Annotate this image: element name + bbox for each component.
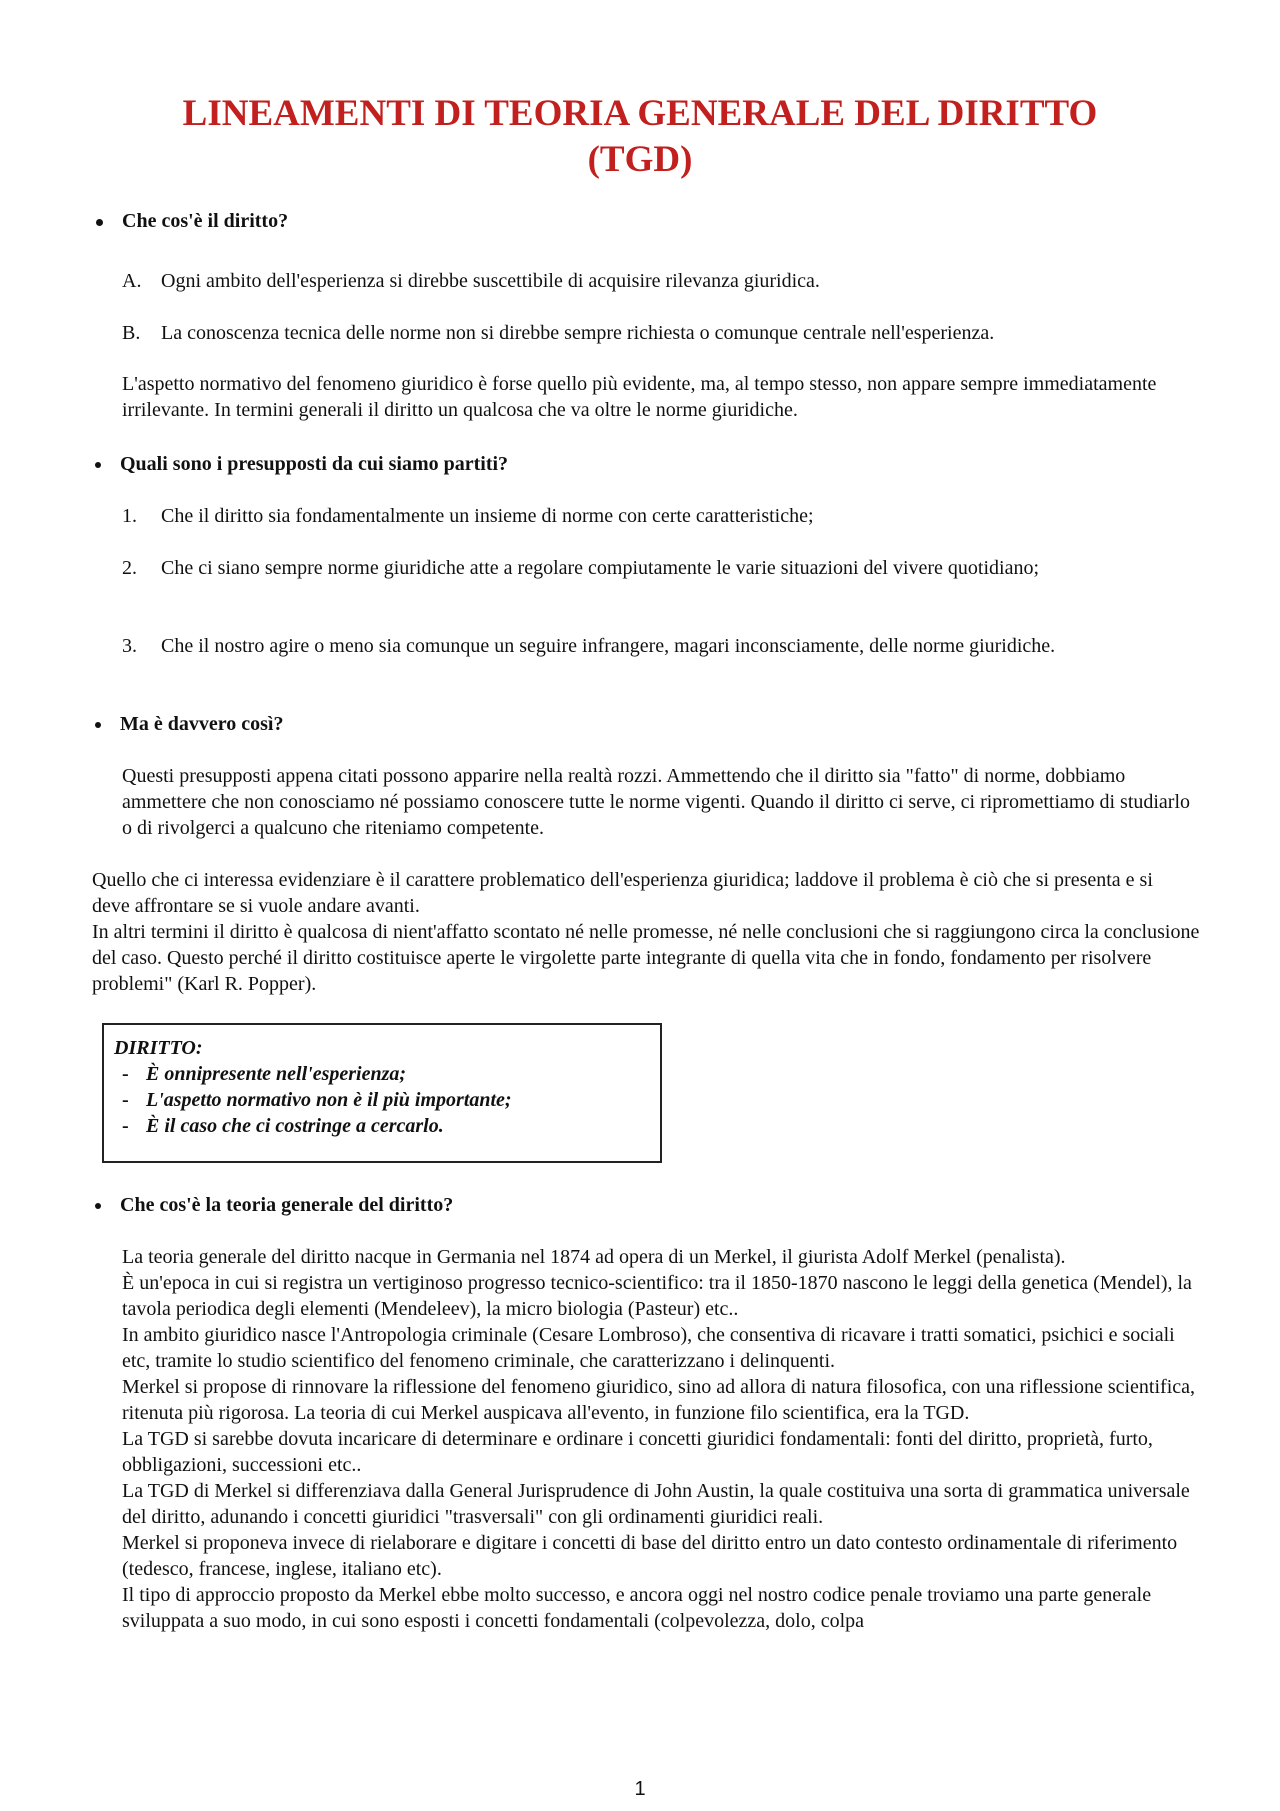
summary-box [102,1023,662,1163]
dash-marker: - [122,1115,129,1137]
paragraph: L'aspetto normativo del fenomeno giuridico è forse quello più evidente, ma, al tempo stesso, non appare sempre immediatamente irrilevante. In termini generali il diritto un qualcosa che va oltre le norme giuridiche. [122,373,1157,421]
paragraph: La TGD si sarebbe dovuta incaricare di determinare e ordinare i concetti giuridici fondamentali: fonti del diritto, proprietà, furto, obbligazioni, successioni etc.. [122,1428,1153,1476]
bullet-icon [96,219,103,226]
section-question-1: Che cos'è il diritto? [122,210,289,232]
bullet-icon [95,1203,101,1209]
dash-marker: - [122,1063,129,1085]
paragraph: È un'epoca in cui si registra un vertiginoso progresso tecnico-scientifico: tra il 1850-1870 nascono le leggi della genetica (Mendel), la tavola periodica degli elementi (Mendeleev), la micro biologia (Pasteur) etc.. [122,1272,1192,1320]
list-marker: A. [122,270,142,292]
section-question-3: Ma è davvero così? [120,713,284,735]
section-4-body [122,1244,1202,1634]
list-marker: 2. [122,557,137,579]
list-item: Che il diritto sia fondamentalmente un insieme di norme con certe caratteristiche; [161,505,814,527]
list-marker: B. [122,322,141,344]
dash-marker: - [122,1089,129,1111]
paragraph: Questi presupposti appena citati possono apparire nella realtà rozzi. Ammettendo che il diritto sia "fatto" di norme, dobbiamo ammettere che non conosciamo né possiamo conoscere tutte le norme vigenti. Quando il diritto ci serve, ci ripromettiamo di studiarlo o di rivolgerci a qualcuno che riteniamo competente. [122,765,1191,839]
list-item: Che il nostro agire o meno sia comunque un seguire infrangere, magari inconsciamente, delle norme giuridiche. [161,635,1056,657]
summary-item: L'aspetto normativo non è il più importante; [146,1089,512,1111]
paragraph: Merkel si proponeva invece di rielaborare e digitare i concetti di base del diritto entro un dato contesto ordinamentale di riferimento (tedesco, francese, inglese, italiano etc). [122,1532,1178,1580]
section-question-2: Quali sono i presupposti da cui siamo partiti? [120,453,509,475]
paragraph: Quello che ci interessa evidenziare è il carattere problematico dell'esperienza giuridica; laddove il problema è ciò che si presenta e si deve affrontare se si vuole andare avanti. [92,869,1153,917]
document-title-abbreviation: (TGD) [587,139,693,180]
summary-box-title: DIRITTO: [114,1037,203,1059]
list-item: La conoscenza tecnica delle norme non si direbbe sempre richiesta o comunque centrale nell'esperienza. [161,322,995,344]
list-marker: 1. [122,505,137,527]
section-question-4: Che cos'è la teoria generale del diritto? [120,1194,454,1216]
bullet-icon [95,722,101,728]
summary-item: È il caso che ci costringe a cercarlo. [146,1115,444,1137]
list-item: Che ci siano sempre norme giuridiche atte a regolare compiutamente le varie situazioni del vivere quotidiano; [161,557,1040,579]
page-number: 1 [634,1778,646,1800]
paragraph: In ambito giuridico nasce l'Antropologia criminale (Cesare Lombroso), che consentiva di ricavare i tratti somatici, psichici e sociali etc, tramite lo studio scientifico del fenomeno criminale, che caratterizzano i delinquenti. [122,1324,1175,1372]
paragraph: Merkel si propose di rinnovare la riflessione del fenomeno giuridico, sino ad allora di natura filosofica, con una riflessione scientifica, ritenuta più rigorosa. La teoria di cui Merkel auspicava all'evento, in funzione filo scientifica, era la TGD. [122,1376,1195,1424]
paragraph: Il tipo di approccio proposto da Merkel ebbe molto successo, e ancora oggi nel nostro codice penale troviamo una parte generale sviluppata a suo modo, in cui sono esposti i concetti fondamentali (colpevolezza, dolo, colpa [122,1584,1152,1632]
paragraph: La teoria generale del diritto nacque in Germania nel 1874 ad opera di un Merkel, il giurista Adolf Merkel (penalista). [122,1246,1066,1268]
list-marker: 3. [122,635,137,657]
document-title: LINEAMENTI DI TEORIA GENERALE DEL DIRITTO [182,93,1098,134]
paragraph: La TGD di Merkel si differenziava dalla General Jurisprudence di John Austin, la quale costituiva una sorta di grammatica universale del diritto, adunando i concetti giuridici "trasversali" con gli ordinamenti giuridici reali. [122,1480,1190,1528]
bullet-icon [95,462,101,468]
summary-item: È onnipresente nell'esperienza; [146,1063,407,1085]
list-item: Ogni ambito dell'esperienza si direbbe suscettibile di acquisire rilevanza giuridica. [161,270,820,292]
paragraph: In altri termini il diritto è qualcosa di nient'affatto scontato né nelle promesse, né nelle conclusioni che si raggiungono circa la conclusione del caso. Questo perché il diritto costituisce aperte le virgolette parte integrante di quella vita che in fondo, fondamento per risolvere problemi" (Karl R. Popper). [92,921,1200,995]
